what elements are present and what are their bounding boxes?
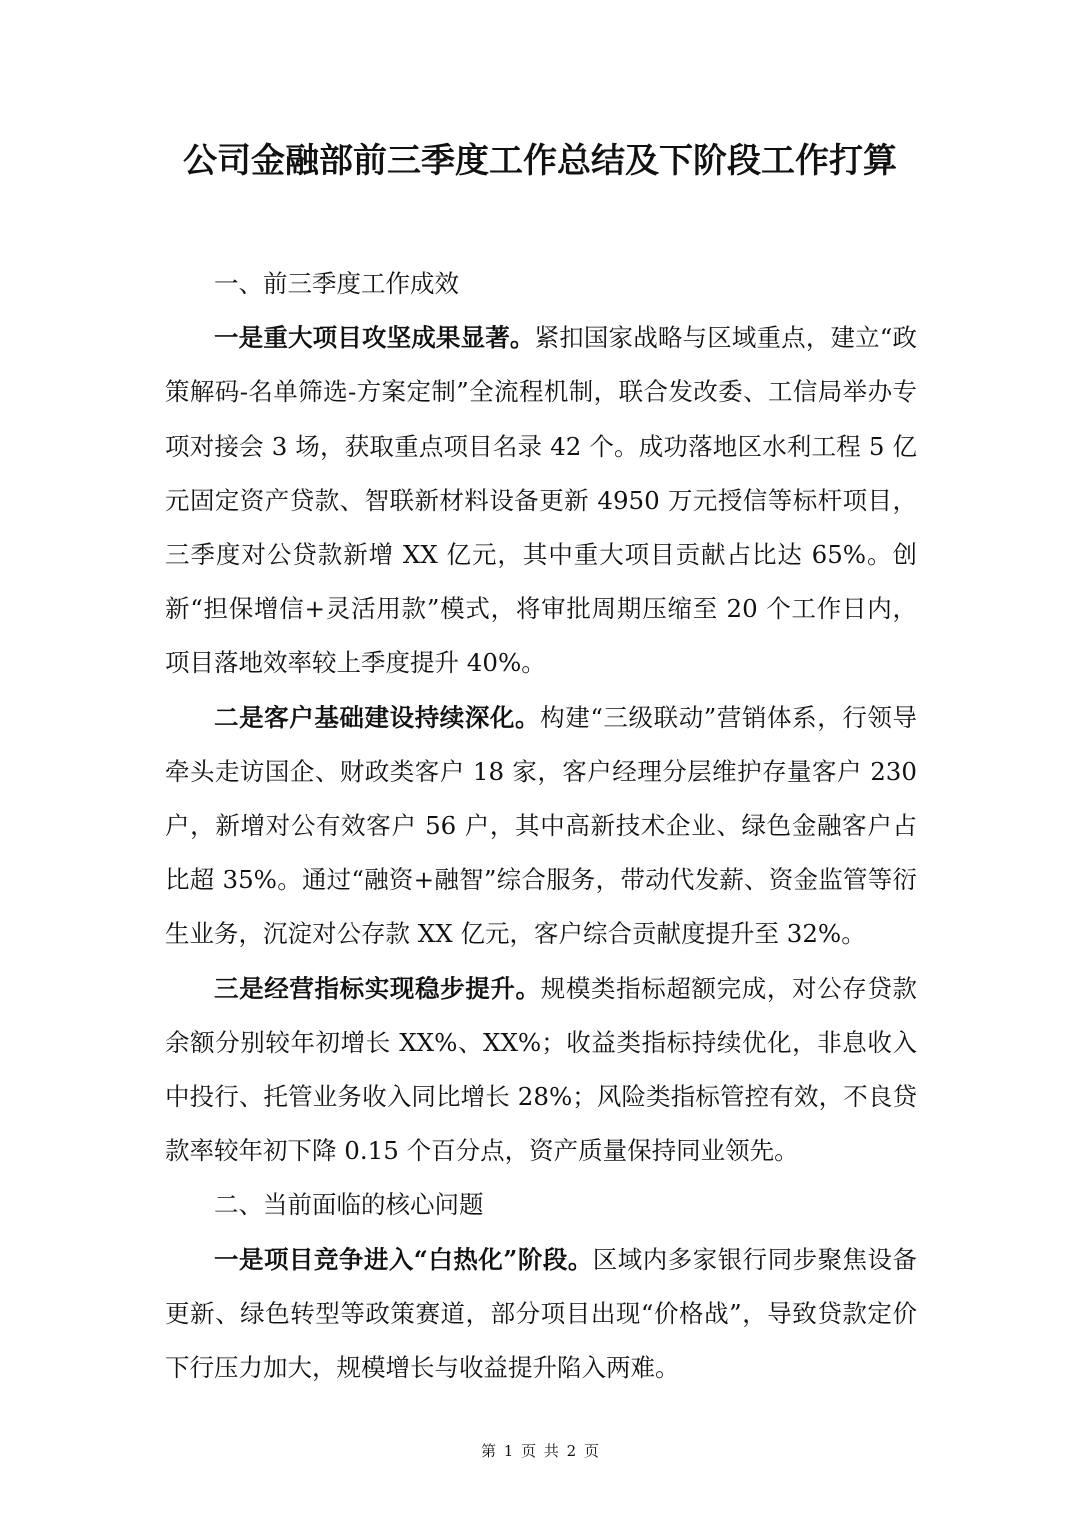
paragraph-text: 区域内多家银行同步聚焦设备更新、绿色转型等政策赛道，部分项目出现“价格战”，导致贷款定价下行压力加大，规模增长与收益提升陷入两难。 bbox=[165, 1244, 918, 1383]
page-title: 公司金融部前三季度工作总结及下阶段工作打算 bbox=[183, 141, 897, 181]
paragraph-1 bbox=[165, 311, 917, 690]
paragraph-text: 构建“三级联动”营销体系，行领导牵头走访国企、财政类客户 18 家，客户经理分层维护存量客户 230 户，新增对公有效客户 56 户，其中高新技术企业、绿色金融客户占比超 35%。通过“融资+融智”综合服务，带动代发薪、资金监管等衍生业务，沉淀对公存款 XX 亿元，客户综合贡献度提升至 32%。 bbox=[165, 702, 917, 949]
paragraph-text: 规模类指标超额完成，对公存贷款余额分别较年初增长 XX%、XX%；收益类指标持续优化，非息收入中投行、托管业务收入同比增长 28%；风险类指标管控有效，不良贷款率较年初下降 0.15 个百分点，资产质量保持同业领先。 bbox=[165, 973, 918, 1166]
document-body bbox=[165, 257, 917, 1395]
paragraph-4 bbox=[165, 1233, 917, 1396]
page-footer: 第 1 页 共 2 页 bbox=[481, 1442, 599, 1460]
paragraph-2 bbox=[165, 691, 917, 962]
section-heading-1: 一、前三季度工作成效 bbox=[214, 269, 459, 298]
section-heading-2: 二、当前面临的核心问题 bbox=[214, 1190, 484, 1220]
paragraph-text: 紧扣国家战略与区域重点，建立“政策解码-名单筛选-方案定制”全流程机制，联合发改委、工信局举办专项对接会 3 场，获取重点项目名录 42 个。成功落地区水利工程 5 亿元固定资产贷款、智联新材料设备更新 4950 万元授信等标杆项目，三季度对公贷款新增 XX 亿元，其中重大项目贡献占比达 65%。创新“担保增信+灵活用款”模式，将审批周期压缩至 20 个工作日内，项目落地效率较上季度提升 40%。 bbox=[165, 323, 917, 678]
paragraph-lead: 一是项目竞争进入“白热化”阶段。 bbox=[214, 1244, 593, 1274]
paragraph-3 bbox=[165, 962, 917, 1179]
paragraph-lead: 三是经营指标实现稳步提升。 bbox=[214, 973, 541, 1003]
paragraph-lead: 一是重大项目攻坚成果显著。 bbox=[214, 323, 535, 353]
paragraph-lead: 二是客户基础建设持续深化。 bbox=[214, 702, 541, 732]
